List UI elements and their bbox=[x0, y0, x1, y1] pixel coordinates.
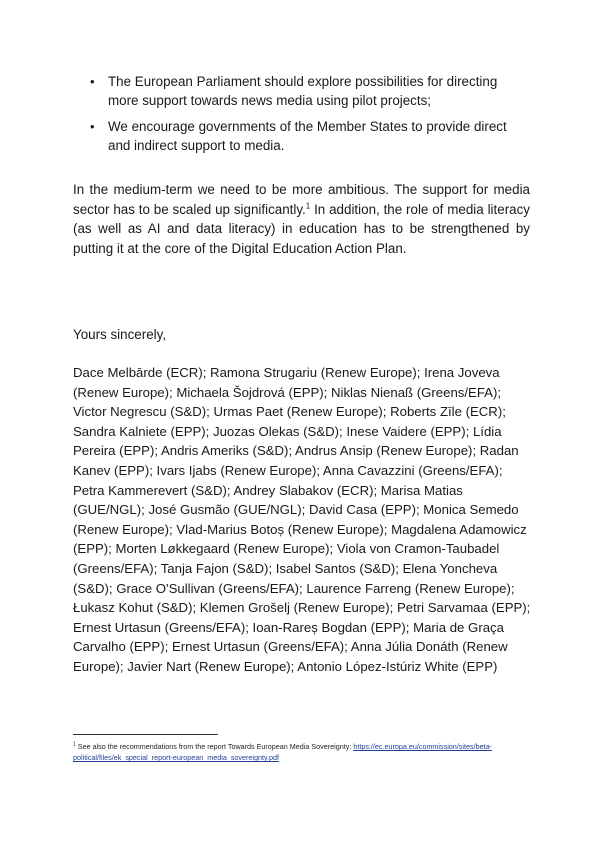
bullet-icon: • bbox=[90, 74, 95, 89]
footnote-link[interactable]: https://ec.europa.eu/commission/sites/beta-political/files/ek_special_report-european_media_sovereignty.pdf bbox=[73, 742, 492, 762]
paragraph-text-continued: In addition, the role of media literacy (as well as AI and data literacy) in education has to be strengthened by putting it at the core of the Digital Education Action Plan. bbox=[73, 201, 530, 256]
list-item bbox=[90, 117, 530, 155]
footnote-divider bbox=[73, 734, 218, 735]
footnote-reference[interactable]: 1 bbox=[305, 201, 311, 211]
recommendation-list bbox=[90, 72, 530, 162]
signatories-list: Dace Melbārde (ECR); Ramona Strugariu (Renew Europe); Irena Joveva (Renew Europe); Michaela Šojdrová (EPP); Niklas Nienaß (Greens/EFA); Victor Negrescu (S&D); Urmas Paet (Renew Europe); Roberts Zīle (ECR); Sandra Kalniete (EPP); Juozas Olekas (S&D); Inese Vaidere (EPP); Lídia Pereira (EPP); Andris Ameriks (S&D); Andrus Ansip (Renew Europe); Radan Kanev (EPP); Ivars Ijabs (Renew Europe); Anna Cavazzini (Greens/EFA); Petra Kammerevert (S&D); Andrey Slabakov (ECR); Marisa Matias (GUE/NGL); José Gusmão (GUE/NGL); David Casa (EPP); Monica Semedo (Renew Europe); Vlad-Marius Botoș (Renew Europe); Magdalena Adamowicz (EPP); Morten Løkkegaard (Renew Europe); Viola von Cramon-Taubadel (Greens/EFA); Tanja Fajon (S&D); Isabel Santos (S&D); Elena Yoncheva (S&D); Grace O'Sullivan (Greens/EFA); Laurence Farreng (Renew Europe); Łukasz Kohut (S&D); Klemen Grošelj (Renew Europe); Petri Sarvamaa (EPP); Ernest Urtasun (Greens/EFA); Ioan-Rareș Bogdan (EPP); Maria de Graça Carvalho (EPP); Ernest Urtasun (Greens/EFA); Anna Júlia Donáth (Renew Europe); Javier Nart (Renew Europe); Antonio López-Istúriz White (EPP) bbox=[73, 365, 531, 674]
medium-term-paragraph bbox=[73, 180, 530, 258]
paragraph-text: In the medium-term we need to be more ambitious. The support for media sector has to be scaled up significantly. bbox=[73, 182, 530, 217]
footnote-number: 1 bbox=[73, 741, 76, 748]
list-item-text: The European Parliament should explore possibilities for directing more support towards news media using pilot projects; bbox=[108, 74, 498, 108]
closing-salutation: Yours sincerely, bbox=[73, 327, 167, 342]
footnote bbox=[73, 741, 533, 763]
bullet-icon: • bbox=[90, 119, 95, 134]
list-item-text: We encourage governments of the Member States to provide direct and indirect support to media. bbox=[108, 119, 507, 153]
footnote-text: See also the recommendations from the report Towards European Media Sovereignty: bbox=[75, 742, 354, 751]
list-item bbox=[90, 72, 530, 110]
